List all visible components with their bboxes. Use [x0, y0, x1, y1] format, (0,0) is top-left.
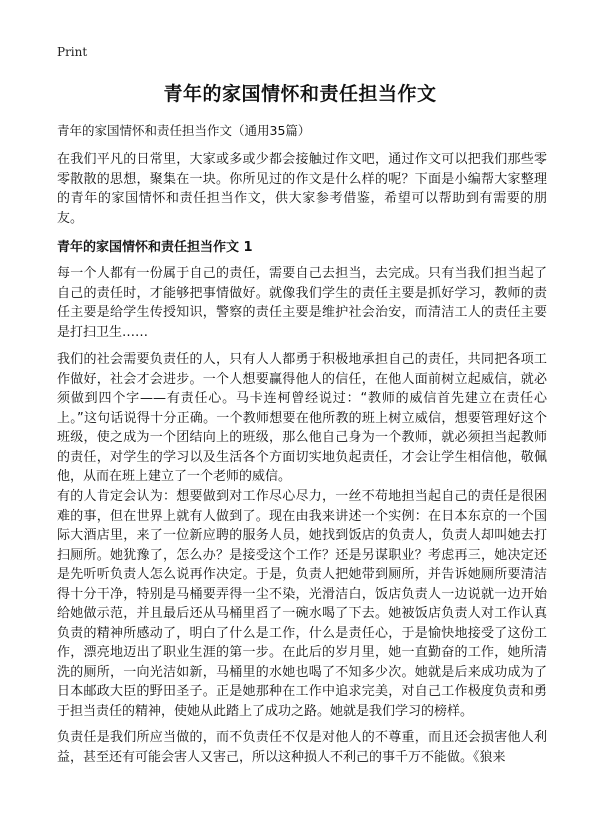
body-paragraph: 每一个人都有一份属于自己的责任，需要自己去担当，去完成。只有当我们担当起了自己的责任时，才能够把事情做好。就像我们学生的责任主要是抓好学习，教师的责任主要是给学生传授知识，警察的责任主要是维护社会治安，而清洁工人的责任主要是打扫卫生……	[57, 266, 547, 340]
body-paragraph: 负责任是我们所应当做的，而不负责任不仅是对他人的不尊重，而且还会损害他人利益，甚至还有可能会害人又害己，所以这种损人不利己的事千万不能做。《狼来	[57, 730, 547, 765]
intro-paragraph: 在我们平凡的日常里，大家或多或少都会接触过作文吧，通过作文可以把我们那些零零散散的思想，聚集在一块。你所见过的作文是什么样的呢？下面是小编帮大家整理的青年的家国情怀和责任担当作文，供大家参考借鉴，希望可以帮助到有需要的朋友。	[57, 152, 547, 226]
print-link[interactable]: Print	[57, 45, 88, 59]
document-subtitle: 青年的家国情怀和责任担当作文（通用35篇）	[57, 123, 311, 138]
section-heading: 青年的家国情怀和责任担当作文 1	[57, 240, 253, 255]
body-paragraph: 我们的社会需要负责任的人，只有人人都勇于积极地承担自己的责任，共同把各项工作做好，社会才会进步。一个人想要赢得他人的信任，在他人面前树立起威信，就必须做到四个字——有责任心。马卡连柯曾经说过：“教师的威信首先建立在责任心上。”这句话说得十分正确。一个教师想要在他所教的班上树立威信，想要管理好这个班级，使之成为一个团结向上的班级，那么他自己身为一个教师，就必须担当起教师的责任，对学生的学习以及生活各个方面切实地负起责任，才会让学生相信他，敬佩他，从而在班上建立了一个老师的威信。	[57, 352, 547, 484]
body-paragraph: 有的人肯定会认为：想要做到对工作尽心尽力，一丝不苟地担当起自己的责任是很困难的事，但在世界上就有人做到了。现在由我来讲述一个实例：在日本东京的一个国际大酒店里，来了一位新应聘的服务人员，她找到饭店的负责人，负责人却叫她去打扫厕所。她犹豫了，怎么办？是接受这个工作？还是另谋职业？考虑再三，她决定还是先听听负责人怎么说再作决定。于是，负责人把她带到厕所，并告诉她厕所要清洁得十分干净，特别是马桶要弄得一尘不染，光滑洁白，饭店负责人一边说就一边开始给她做示范，并且最后还从马桶里舀了一碗水喝了下去。她被饭店负责人对工作认真负责的精神所感动了，明白了什么是工作，什么是责任心，于是愉快地接受了这份工作，漂亮地迈出了职业生涯的第一步。在此后的岁月里，她一直勤奋的工作，她所清洗的厕所，一向光洁如新，马桶里的水她也喝了不知多少次。她就是后来成功成为了日本邮政大臣的野田圣子。正是她那种在工作中追求完美，对自己工作极度负责和勇于担当责任的精神，使她从此踏上了成功之路。她就是我们学习的榜样。	[57, 489, 547, 719]
page-title: 青年的家国情怀和责任担当作文	[163, 83, 437, 105]
